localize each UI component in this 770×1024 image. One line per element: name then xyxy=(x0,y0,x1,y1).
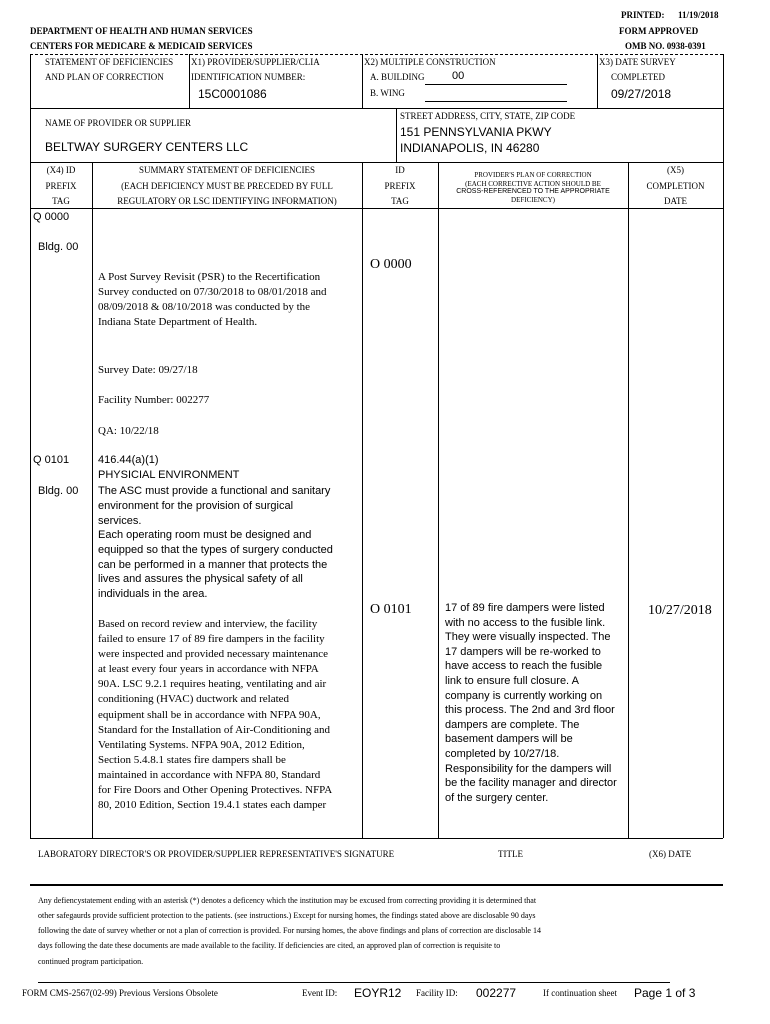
rule xyxy=(362,54,363,108)
x3-label-2: COMPLETED xyxy=(611,72,665,82)
page-number: Page 1 of 3 xyxy=(634,986,696,1000)
event-id-label: Event ID: xyxy=(302,988,338,998)
omb-number: OMB NO. 0938-0391 xyxy=(625,41,706,51)
building-underline xyxy=(425,84,567,85)
col-left-edge xyxy=(30,162,31,838)
building-tag-1: Bldg. 00 xyxy=(38,241,79,253)
signature-rule xyxy=(30,884,723,886)
regulation-text-2: Each operating room must be designed and equipped so that the types of surgery conducted can be performed in a manner that protects the lives and assures the physical safety of all individuals in the area. xyxy=(98,529,333,601)
prefix-tag-q0101: Q 0101 xyxy=(33,454,70,466)
id-header-2: PREFIX xyxy=(384,181,416,191)
qa-date: QA: 10/22/18 xyxy=(98,425,159,437)
provider-row-bottom xyxy=(30,162,723,163)
id-header-3: TAG xyxy=(391,196,409,206)
building-tag-2: Bldg. 00 xyxy=(38,485,79,497)
facility-id-label: Facility ID: xyxy=(416,988,458,998)
table-bottom xyxy=(30,838,723,839)
form-approved: FORM APPROVED xyxy=(619,26,699,36)
disclaimer-line-4: days following the date these documents are made available to the facility. If deficiencies are cited, an approved plan of correction is requisite to xyxy=(38,941,501,950)
plan-header: PROVIDER'S PLAN OF CORRECTION xyxy=(474,171,592,179)
department-title: DEPARTMENT OF HEALTH AND HUMAN SERVICES xyxy=(30,26,253,36)
address-line-1: 151 PENNSYLVANIA PKWY xyxy=(400,125,552,139)
facility-number: Facility Number: 002277 xyxy=(98,394,210,406)
col-divider xyxy=(92,162,93,838)
printed-date: 11/19/2018 xyxy=(678,10,719,20)
x1-label-2: IDENTIFICATION NUMBER: xyxy=(191,72,306,82)
survey-completed-date: 09/27/2018 xyxy=(611,87,672,101)
rule xyxy=(723,54,724,162)
provider-name: BELTWAY SURGERY CENTERS LLC xyxy=(45,140,249,154)
column-header-bottom xyxy=(30,208,723,209)
summary-header-2: (EACH DEFICIENCY MUST BE PRECEDED BY FULL xyxy=(121,181,333,191)
continuation-label: If continuation sheet xyxy=(543,988,617,998)
address-line-2: INDIANAPOLIS, IN 46280 xyxy=(400,141,540,155)
regulation-code: 416.44(a)(1) xyxy=(98,454,159,466)
summary-header-3: REGULATORY OR LSC IDENTIFYING INFORMATION) xyxy=(117,196,337,206)
x4-header: (X4) ID xyxy=(46,165,76,175)
printed-label: PRINTED: xyxy=(621,10,665,20)
regulation-title: PHYSICIAL ENVIRONMENT xyxy=(98,469,240,481)
x2-label: X2) MULTIPLE CONSTRUCTION xyxy=(364,57,496,67)
x1-label: X1) PROVIDER/SUPPLIER/CLIA xyxy=(191,57,320,67)
x3-label: X3) DATE SURVEY xyxy=(599,57,676,67)
summary-header: SUMMARY STATEMENT OF DEFICIENCIES xyxy=(138,165,316,175)
building-label: A. BUILDING xyxy=(370,72,425,82)
x4-header-3: TAG xyxy=(52,196,70,206)
centers-title: CENTERS FOR MEDICARE & MEDICAID SERVICES xyxy=(30,41,253,51)
event-id-value: EOYR12 xyxy=(354,986,402,1000)
box-row-bottom xyxy=(30,108,723,109)
completion-date: 10/27/2018 xyxy=(648,603,712,618)
id-tag-o0101: O 0101 xyxy=(370,602,412,617)
prefix-tag-q0000: Q 0000 xyxy=(33,211,70,223)
survey-date: Survey Date: 09/27/18 xyxy=(98,364,198,376)
id-header: ID xyxy=(395,165,405,175)
wing-underline xyxy=(425,101,567,102)
top-rule xyxy=(30,54,723,55)
disclaimer-line-3: following the date of survey whether or not a plan of correction is provided. For nursing homes, the above findings and plans of correction are disclosable 14 xyxy=(38,926,541,935)
disclaimer-line-5: continued program participation. xyxy=(38,957,144,966)
col-right-edge xyxy=(723,162,724,838)
x4-header-2: PREFIX xyxy=(45,181,77,191)
finding-text: Based on record review and interview, the facility failed to ensure 17 of 89 fire dampers in the facility were inspected and provided necessary maintenance at least every four years in accordance with NFPA 90A. LSC 9.2.1 requires heating, ventilating and air conditioning (HVAC) ductwork and related equipment shall be in accordance with NFPA 90A, Standard for the Installation of Air-Conditioning and Ventilating Systems. NFPA 90A, 2012 Edition, Section 5.4.8.1 states fire dampers shall be maintained in accordance with NFPA 80, Standard for Fire Doors and Other Opening Protectives. NFPA 80, 2010 Edition, Section 19.4.1 states each damper xyxy=(98,618,332,812)
rule xyxy=(30,54,31,108)
plan-header-2: (EACH CORRECTIVE ACTION SHOULD BE xyxy=(465,180,601,188)
x5-header-2: COMPLETION xyxy=(646,181,705,191)
disclaimer-line-1: Any defiencystatement ending with an asterisk (*) denotes a deficency which the institution may be excused from correcting providing it is determined that xyxy=(38,896,537,905)
x5-header: (X5) xyxy=(667,165,684,175)
facility-id-value: 002277 xyxy=(476,986,517,1000)
disclaimer-line-2: other safegaurds provide sufficient protection to the patients. (see instructions.) Except for nursing homes, the findings stated above are disclosable 90 days xyxy=(38,911,536,920)
rule xyxy=(597,54,598,108)
x5-header-3: DATE xyxy=(664,196,687,206)
intro-text: A Post Survey Revisit (PSR) to the Recertification Survey conducted on 07/30/2018 to 08/01/2018 and 08/09/2018 & 08/10/2018 was conducted by the Indiana State Department of Health. xyxy=(98,271,327,328)
plan-header-3: CROSS-REFERENCED TO THE APPROPRIATE xyxy=(456,188,610,195)
footer-rule xyxy=(38,982,670,983)
rule xyxy=(30,108,31,162)
signature-label: LABORATORY DIRECTOR'S OR PROVIDER/SUPPLIER REPRESENTATIVE'S SIGNATURE xyxy=(38,849,395,859)
building-value: 00 xyxy=(452,70,465,82)
statement-label-2: AND PLAN OF CORRECTION xyxy=(45,72,164,82)
provider-id-value: 15C0001086 xyxy=(198,87,267,101)
form-id: FORM CMS-2567(02-99) Previous Versions Obsolete xyxy=(22,988,218,998)
address-label: STREET ADDRESS, CITY, STATE, ZIP CODE xyxy=(400,111,576,121)
statement-label: STATEMENT OF DEFICIENCIES xyxy=(45,57,174,67)
col-divider xyxy=(362,162,363,838)
title-label: TITLE xyxy=(498,849,523,859)
col-divider xyxy=(628,162,629,838)
plan-header-4: DEFICIENCY) xyxy=(511,196,555,204)
wing-label: B. WING xyxy=(370,88,405,98)
col-divider xyxy=(438,162,439,838)
x6-date-label: (X6) DATE xyxy=(649,849,692,859)
rule xyxy=(396,108,397,162)
regulation-text: The ASC must provide a functional and sanitary environment for the provision of surgical services. xyxy=(98,485,331,527)
plan-of-correction-text: 17 of 89 fire dampers were listed with no access to the fusible link. They were visually inspected. The 17 dampers will be re-worked to have access to reach the fusible link to ensure full closure. A company is currently working on this process. The 2nd and 3rd floor dampers are complete. The basement dampers will be completed by 10/27/18. Responsibility for the dampers will be the facility manager and director of the surgery center. xyxy=(445,602,617,804)
provider-name-label: NAME OF PROVIDER OR SUPPLIER xyxy=(45,118,192,128)
rule xyxy=(189,54,190,108)
id-tag-o0000: O 0000 xyxy=(370,257,412,272)
